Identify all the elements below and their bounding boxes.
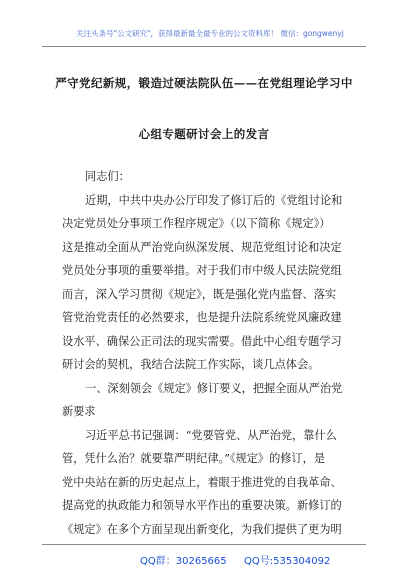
body-line: 新要求 bbox=[62, 405, 96, 418]
body-line: 同志们： bbox=[85, 170, 130, 183]
body-line: 而言，深入学习贯彻《规定》，既是强化党内监督、落实 bbox=[62, 287, 337, 301]
body-line: 党员处分事项的重要举措。对于我们市中级人民法院党组 bbox=[62, 264, 342, 277]
document-body bbox=[62, 165, 354, 541]
body-line: 研讨会的契机，我结合法院工作实际，谈几点体会。 bbox=[62, 358, 320, 371]
body-line: 习近平总书记强调：“党要管党、从严治党，靠什么 bbox=[85, 428, 337, 442]
body-line: 设水平、确保公正司法的现实需要。借此中心组专题学习 bbox=[62, 334, 342, 348]
footer-qq-number: QQ号:535304092 bbox=[244, 556, 331, 567]
body-line: 近期，中共中央办公厅印发了修订后的《党组讨论和 bbox=[85, 193, 343, 207]
body-line: 《规定》在多个方面呈现出新变化，为我们提供了更为明 bbox=[62, 522, 342, 536]
body-line: 一、深刻领会《规定》修订要义，把握全面从严治党 bbox=[85, 381, 343, 395]
document-title-line-1: 严守党纪新规，锻造过硬法院队伍——在党组理论学习中 bbox=[55, 76, 353, 90]
header-divider bbox=[42, 46, 366, 47]
body-line: 管党治党责任的必然要求，也是提升法院系统党风廉政建 bbox=[62, 311, 342, 324]
footer-divider bbox=[42, 544, 366, 545]
body-line: 决定党员处分事项工作程序规定》（以下简称《规定》） bbox=[62, 217, 331, 230]
body-line: 提高党的执政能力和领导水平作出的重要决策。新修订的 bbox=[62, 499, 342, 512]
body-line: 这是推动全面从严治党向纵深发展、规范党组讨论和决定 bbox=[62, 240, 342, 254]
body-line: 管，凭什么治？就要靠严明纪律。”《规定》的修订，是 bbox=[62, 452, 326, 465]
body-line: 党中央站在新的历史起点上，着眼于推进党的自我革命、 bbox=[62, 475, 342, 489]
page-header: 关注头条号"公文研究"，获得最新最全最专业的公文资料库！ 微信：gongwenyj bbox=[76, 29, 344, 38]
document-title-line-2: 心组专题研讨会上的发言 bbox=[138, 127, 270, 141]
footer-qq-group: QQ群：30265665 bbox=[140, 556, 227, 567]
